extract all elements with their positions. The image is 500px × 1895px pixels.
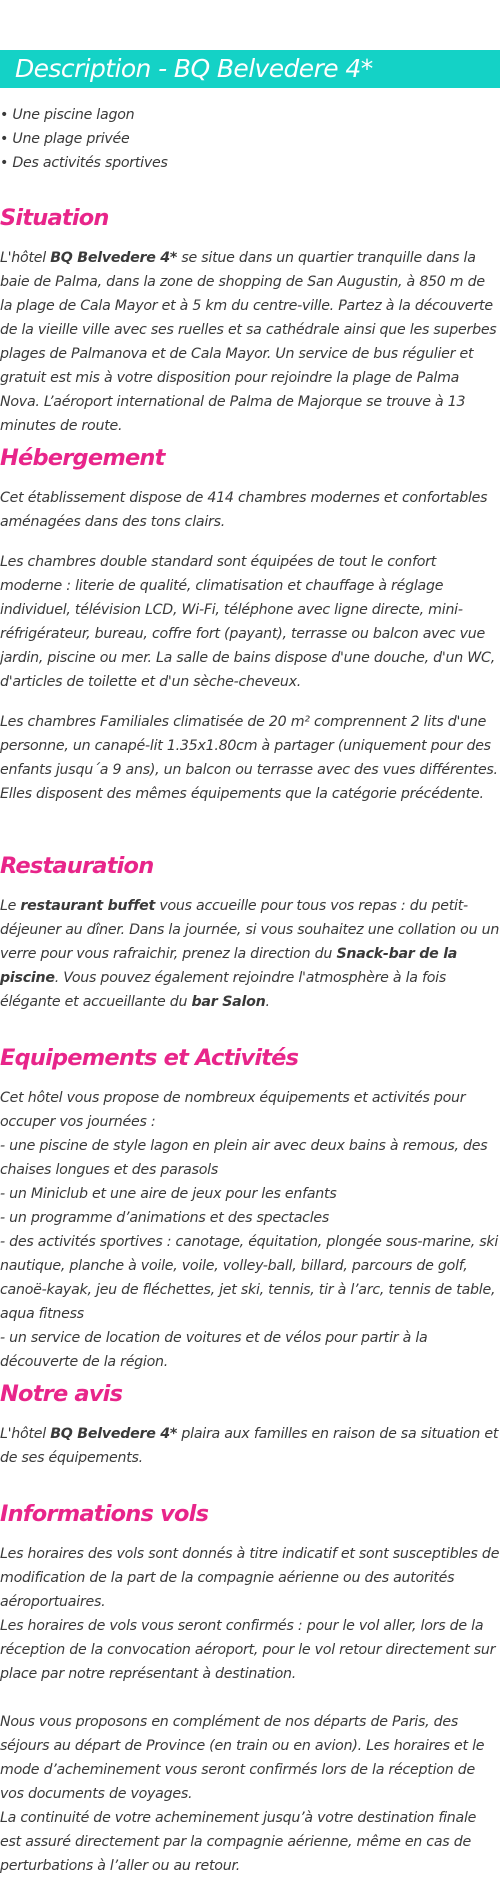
vols-paragraph: Les horaires de vols vous seront confirmés : pour le vol aller, lors de la réception de la convocation aéroport, pour le vol retour directement sur place par notre représentant à destination. xyxy=(0,1618,496,1682)
banner-title: Description - BQ Belvedere 4* xyxy=(15,54,373,83)
highlights-list xyxy=(0,103,168,175)
vols-section xyxy=(0,1542,500,1878)
situation-section xyxy=(0,246,500,438)
equipements-section xyxy=(0,1086,500,1374)
description-banner xyxy=(0,50,500,88)
vols-paragraph: Les horaires des vols sont donnés à titre indicatif et sont susceptibles de modification de la part de la compagnie aérienne ou des autorités aéroportuaires. xyxy=(0,1546,500,1610)
restauration-paragraph: Le restaurant buffet vous accueille pour tous vos repas : du petit-déjeuner au dîner. Dans la journée, si vous souhaitez une collation ou un verre pour vous rafraichir, prenez la direction du Snack-bar de la piscine. Vous pouvez également rejoindre l'atmosphère à la fois élégante et accueillante du bar Salon. xyxy=(0,898,500,1010)
avis-section xyxy=(0,1422,500,1470)
avis-paragraph: L'hôtel BQ Belvedere 4* plaira aux familles en raison de sa situation et de ses équipements. xyxy=(0,1426,499,1466)
vols-paragraph: Nous vous proposons en complément de nos départs de Paris, des séjours au départ de Province (en train ou en avion). Les horaires et le mode d’acheminement vous seront confirmés lors de la réception de vos documents de voyages. xyxy=(0,1714,485,1802)
equipement-item: - des activités sportives : canotage, équitation, plongée sous-marine, ski nautique, planche à voile, voile, volley-ball, billard, parcours de golf, canoë-kayak, jeu de fléchettes, jet ski, tennis, tir à l’arc, tennis de table, aqua fitness xyxy=(0,1234,499,1322)
hebergement-paragraph: Les chambres double standard sont équipées de tout le confort moderne : literie de qualité, climatisation et chauffage à réglage individuel, télévision LCD, Wi-Fi, téléphone avec ligne directe, mini-réfrigérateur, bureau, coffre fort (payant), terrasse ou balcon avec vue jardin, piscine ou mer. La salle de bains dispose d'une douche, d'un WC, d'articles de toilette et d'un sèche-cheveux. xyxy=(0,554,495,690)
hebergement-paragraph: Cet établissement dispose de 414 chambres modernes et confortables aménagées dans des tons clairs. xyxy=(0,490,488,530)
hebergement-paragraph: Les chambres Familiales climatisée de 20 m² comprennent 2 lits d'une personne, un canapé-lit 1.35x1.80cm à partager (uniquement pour des enfants jusqu´a 9 ans), un balcon ou terrasse avec des vues différentes. Elles disposent des mêmes équipements que la catégorie précédente. xyxy=(0,714,498,802)
avis-heading: Notre avis xyxy=(0,1381,123,1407)
restauration-section xyxy=(0,894,500,1014)
equipement-item: - un service de location de voitures et de vélos pour partir à la découverte de la région. xyxy=(0,1330,428,1370)
situation-heading: Situation xyxy=(0,205,109,231)
vols-heading: Informations vols xyxy=(0,1501,209,1527)
equipement-item: - un programme d’animations et des spectacles xyxy=(0,1210,330,1226)
highlight-item: • Des activités sportives xyxy=(0,155,168,171)
restauration-heading: Restauration xyxy=(0,853,154,879)
equipements-intro: Cet hôtel vous propose de nombreux équipements et activités pour occuper vos journées : xyxy=(0,1090,466,1130)
equipements-heading: Equipements et Activités xyxy=(0,1045,299,1071)
situation-paragraph: L'hôtel BQ Belvedere 4* se situe dans un quartier tranquille dans la baie de Palma, dans la zone de shopping de San Augustin, à 850 m de la plage de Cala Mayor et à 5 km du centre-ville. Partez à la découverte de la vieille ville avec ses ruelles et sa cathédrale ainsi que les superbes plages de Palmanova et de Cala Mayor. Un service de bus régulier et gratuit est mis à votre disposition pour rejoindre la plage de Palma Nova. L’aéroport international de Palma de Majorque se trouve à 13 minutes de route. xyxy=(0,250,497,434)
highlight-item: • Une piscine lagon xyxy=(0,107,135,123)
vols-paragraph: La continuité de votre acheminement jusqu’à votre destination finale est assuré directement par la compagnie aérienne, même en cas de perturbations à l’aller ou au retour. xyxy=(0,1810,477,1874)
equipement-item: - un Miniclub et une aire de jeux pour les enfants xyxy=(0,1186,337,1202)
highlight-item: • Une plage privée xyxy=(0,131,130,147)
hebergement-section xyxy=(0,486,500,806)
equipement-item: - une piscine de style lagon en plein air avec deux bains à remous, des chaises longues et des parasols xyxy=(0,1138,488,1178)
hotel-name: BQ Belvedere 4* xyxy=(50,250,178,266)
hebergement-heading: Hébergement xyxy=(0,445,165,471)
